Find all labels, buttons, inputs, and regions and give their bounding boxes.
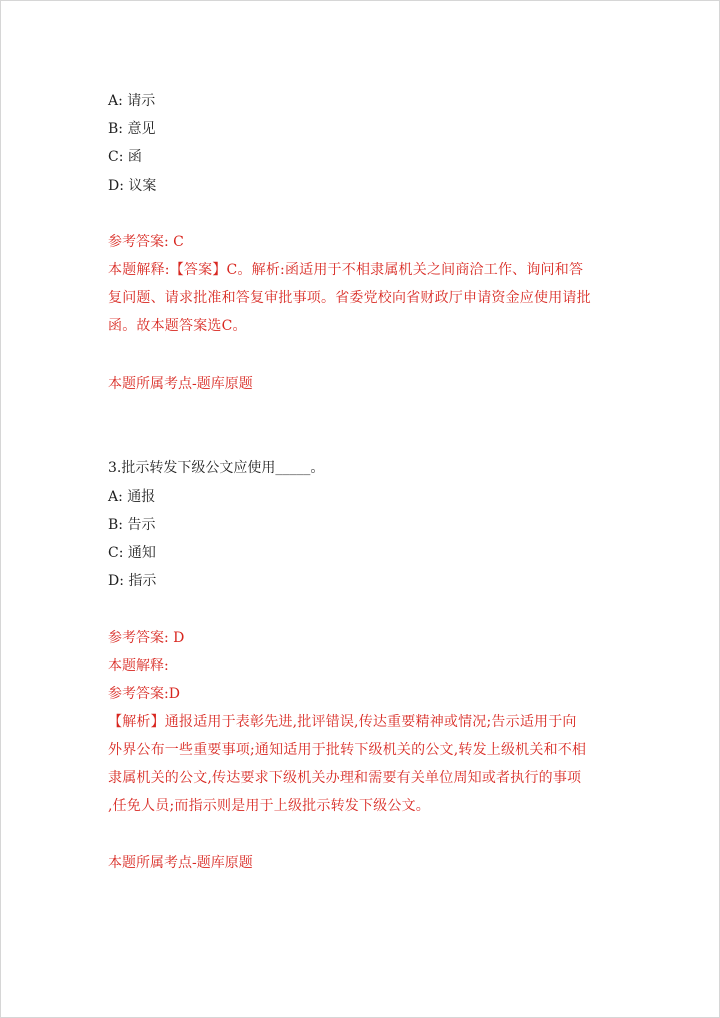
q3-option-a: A: 通报 xyxy=(108,489,156,505)
q3-option-c: C: 通知 xyxy=(108,545,156,561)
q3-source: 本题所属考点-题库原题 xyxy=(108,855,253,871)
q3-explanation-line: 外界公布一些重要事项;通知适用于批转下级机关的公文,转发上级机关和不相 xyxy=(108,742,587,758)
q3-option-b: B: 告示 xyxy=(108,517,156,533)
q3-explanation-line: 【解析】通报适用于表彰先进,批评错误,传达重要精神或情况;告示适用于向 xyxy=(108,714,577,730)
q3-question: 3.批示转发下级公文应使用_____。 xyxy=(108,460,325,476)
q2-explanation-line: 复问题、请求批准和答复审批事项。省委党校向省财政厅申请资金应使用请批 xyxy=(108,290,591,306)
q2-explanation xyxy=(108,256,612,340)
q2-answer: 参考答案: C xyxy=(108,234,184,250)
q3-explanation-line: ,任免人员;而指示则是用于上级批示转发下级公文。 xyxy=(108,798,430,814)
q3-explanation xyxy=(108,708,612,820)
q3-answer: 参考答案: D xyxy=(108,630,185,646)
q2-source: 本题所属考点-题库原题 xyxy=(108,376,253,392)
q2-explanation-line: 本题解释:【答案】C。解析:函适用于不相隶属机关之间商洽工作、询问和答 xyxy=(108,262,584,278)
q3-option-d: D: 指示 xyxy=(108,573,157,589)
q3-explanation-label: 本题解释: xyxy=(108,658,169,674)
q2-explanation-line: 函。故本题答案选C。 xyxy=(108,318,247,334)
q2-option-c: C: 函 xyxy=(108,149,142,165)
q2-option-a: A: 请示 xyxy=(108,93,156,109)
q3-answer-repeat: 参考答案:D xyxy=(108,686,180,702)
q3-explanation-line: 隶属机关的公文,传达要求下级机关办理和需要有关单位周知或者执行的事项 xyxy=(108,770,582,786)
q2-option-b: B: 意见 xyxy=(108,121,156,137)
q2-option-d: D: 议案 xyxy=(108,178,157,194)
